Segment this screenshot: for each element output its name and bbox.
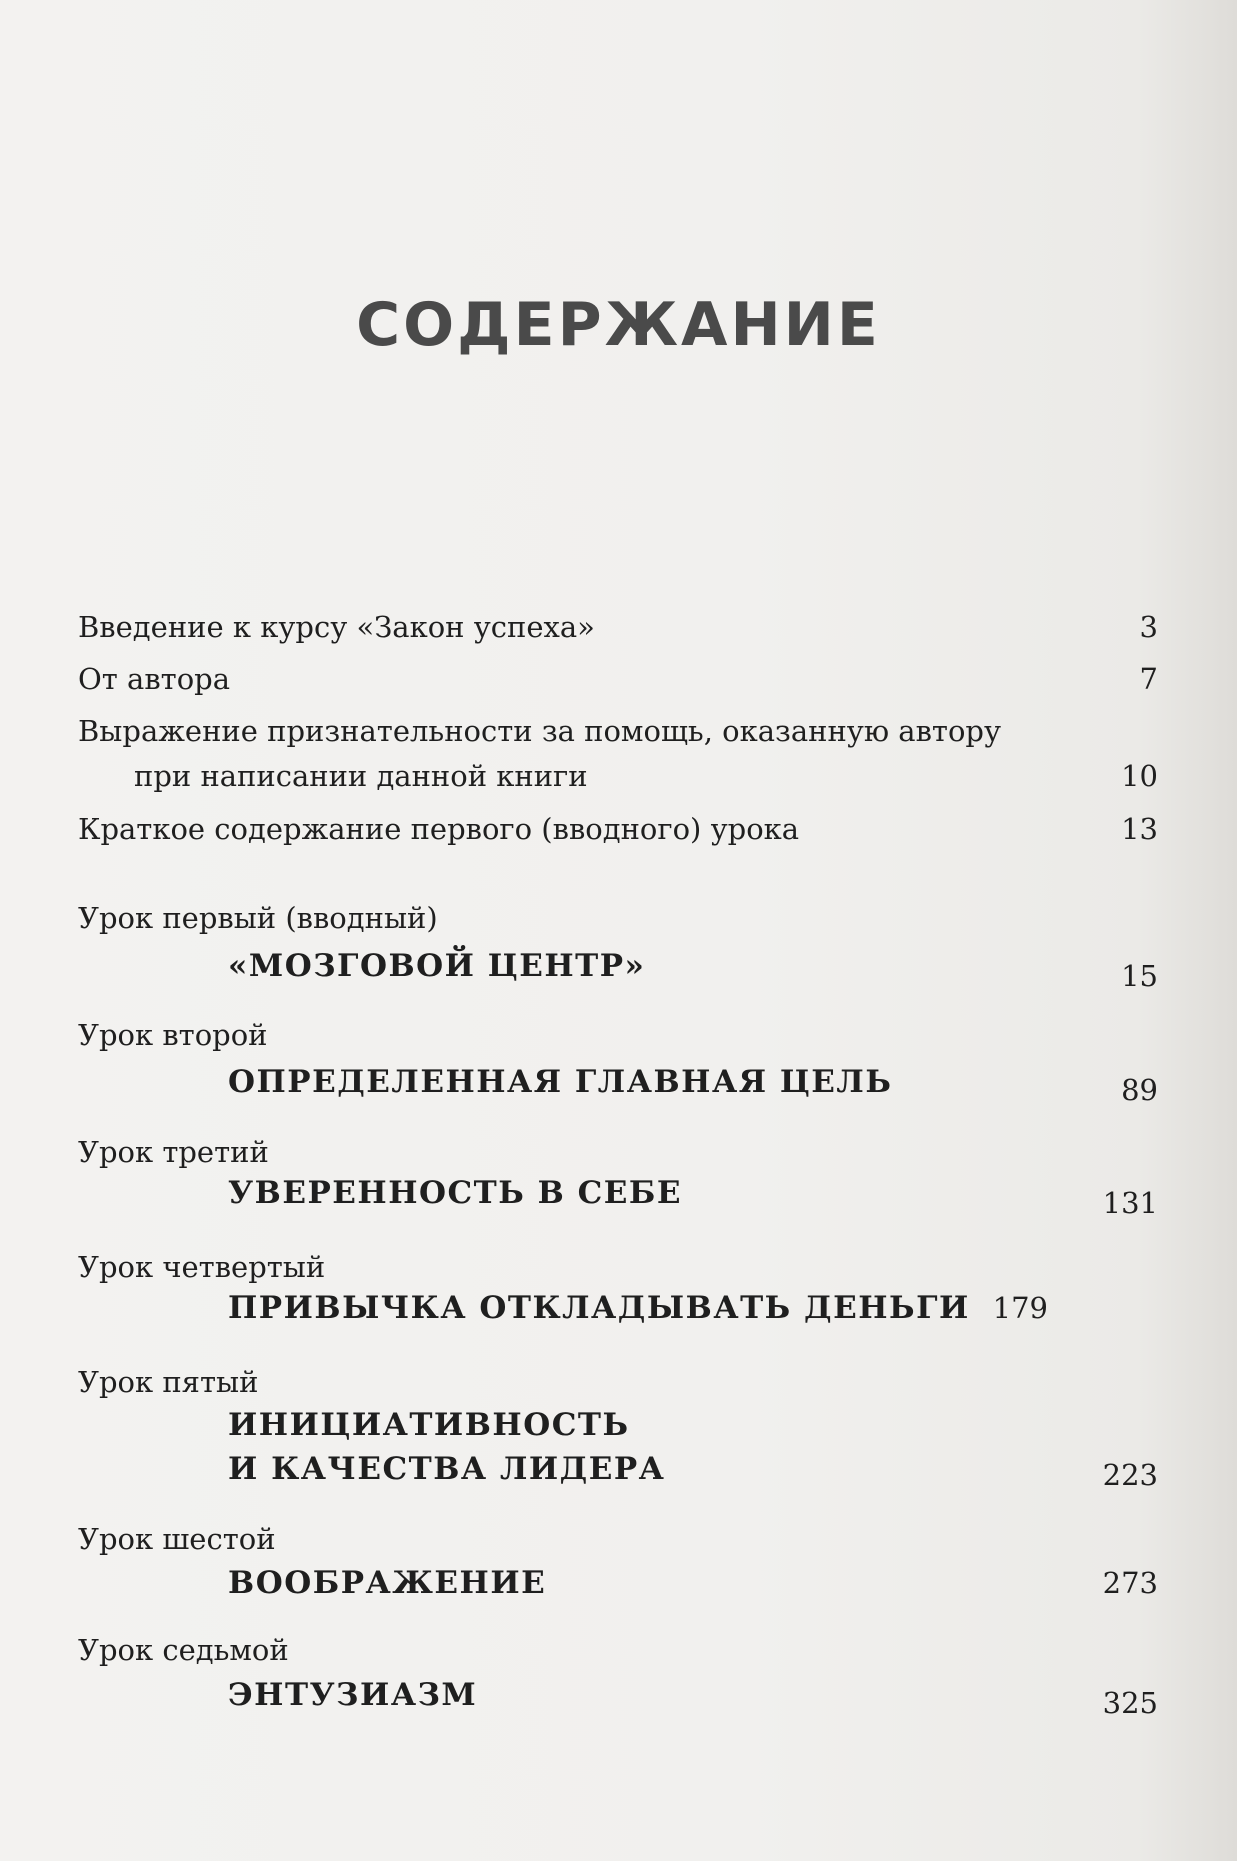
table-of-contents <box>78 0 1158 1861</box>
toc-page-number: 179 <box>992 1291 1048 1325</box>
toc-entry-text: Урок пятый <box>78 1365 259 1399</box>
toc-entry-text: ЭНТУЗИАЗМ <box>228 1677 478 1713</box>
toc-entry-text: Введение к курсу «Закон успеха» <box>78 610 595 644</box>
toc-entry-text: И КАЧЕСТВА ЛИДЕРА <box>228 1451 666 1487</box>
toc-entry-text: ИНИЦИАТИВНОСТЬ <box>228 1407 630 1443</box>
toc-page-number: 13 <box>1121 812 1158 846</box>
page-title: СОДЕРЖАНИЕ <box>356 290 881 360</box>
toc-entry-text: Урок четвертый <box>78 1250 326 1284</box>
toc-entry-text: Урок второй <box>78 1018 268 1052</box>
toc-entry-text: Краткое содержание первого (вводного) урока <box>78 812 800 846</box>
toc-page-number: 131 <box>1102 1186 1158 1220</box>
toc-entry-text: ОПРЕДЕЛЕННАЯ ГЛАВНАЯ ЦЕЛЬ <box>228 1064 893 1100</box>
toc-page-number: 15 <box>1121 959 1158 993</box>
toc-page-number: 273 <box>1102 1566 1158 1600</box>
toc-entry-text: при написании данной книги <box>134 759 588 793</box>
toc-page-number: 10 <box>1121 759 1158 793</box>
toc-entry-text: От автора <box>78 662 231 696</box>
toc-entry-text: УВЕРЕННОСТЬ В СЕБЕ <box>228 1175 683 1211</box>
toc-page-number: 3 <box>1139 610 1158 644</box>
toc-page-number: 223 <box>1102 1458 1158 1492</box>
toc-entry-text: Урок третий <box>78 1135 269 1169</box>
toc-entry-text: Выражение признательности за помощь, оказанную автору <box>78 714 1002 748</box>
toc-entry-text: Урок седьмой <box>78 1633 289 1667</box>
toc-page-number: 7 <box>1139 662 1158 696</box>
toc-page-number: 89 <box>1121 1073 1158 1107</box>
toc-entry-text: «МОЗГОВОЙ ЦЕНТР» <box>228 948 646 984</box>
toc-entry-text: Урок первый (вводный) <box>78 901 438 935</box>
toc-entry-text: Урок шестой <box>78 1522 276 1556</box>
toc-entry-text: ПРИВЫЧКА ОТКЛАДЫВАТЬ ДЕНЬГИ <box>228 1290 970 1326</box>
toc-page-number: 325 <box>1102 1686 1158 1720</box>
toc-entry-text: ВООБРАЖЕНИЕ <box>228 1565 547 1601</box>
